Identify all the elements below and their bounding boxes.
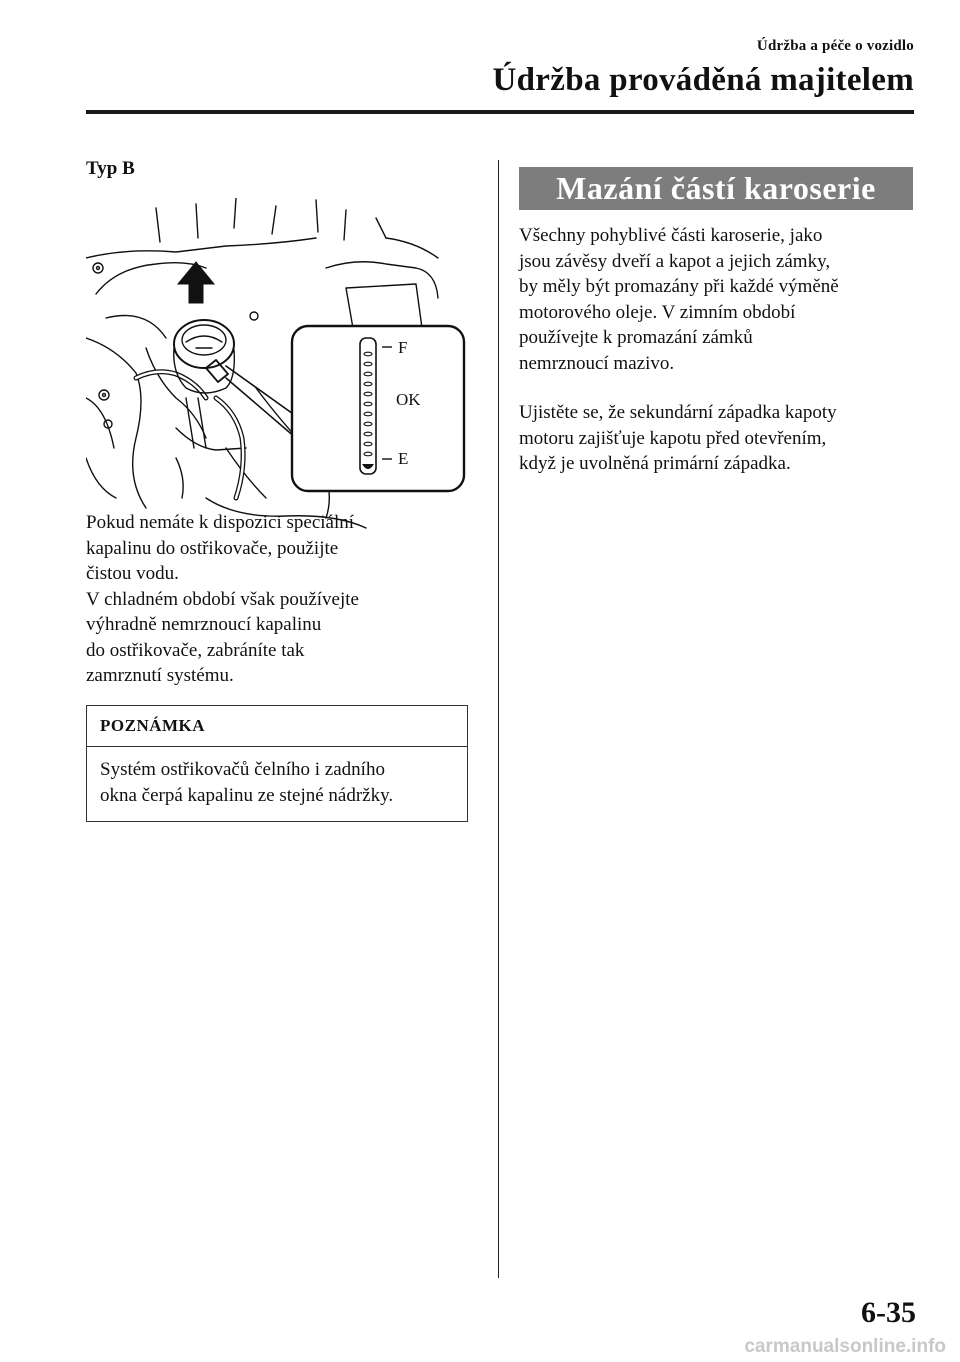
washer-reservoir-illustration	[86, 198, 468, 543]
gauge-label-empty: E	[398, 449, 409, 468]
page-number: 6-35	[861, 1296, 916, 1329]
gauge-label-full: F	[398, 338, 408, 357]
fill-arrow-icon	[178, 262, 214, 303]
gauge-label-ok: OK	[396, 390, 421, 409]
section-banner: Mazání částí karoserie	[519, 167, 913, 210]
header-rule	[86, 110, 914, 114]
page-title: Údržba prováděná majitelem	[492, 62, 914, 98]
note-heading: POZNÁMKA	[87, 706, 467, 747]
watermark: carmanualsonline.info	[744, 1336, 946, 1357]
left-column	[86, 150, 468, 806]
note-text: Systém ostřikovačů čelního i zadního okna čerpá kapalinu ze stejné nádržky.	[100, 759, 394, 806]
column-divider	[498, 160, 499, 1278]
right-column	[519, 167, 913, 477]
hood-latch-paragraph: Ujistěte se, že sekundární západka kapoty motoru zajišťuje kapotu před otevřením, když je uvolněná primární západka.	[519, 402, 837, 474]
washer-fluid-paragraph: Pokud nemáte k dispozici speciální kapalinu do ostřikovače, použijte čistou vodu. V chladném období však používejte výhradně nemrznoucí kapalinu do ostřikovače, zabráníte tak zamrznutí systému.	[86, 512, 359, 686]
subheading-typ-b: Typ B	[86, 158, 135, 179]
lubrication-paragraph: Všechny pohyblivé části karoserie, jako jsou závěsy dveří a kapot a jejich zámky, by měly být promazány při každé výměně motorového oleje. V zimním období používejte k promazání zámků nemrznoucí mazivo.	[519, 225, 839, 374]
header-subtitle: Údržba a péče o vozidlo	[756, 38, 914, 54]
note-box	[86, 705, 468, 822]
